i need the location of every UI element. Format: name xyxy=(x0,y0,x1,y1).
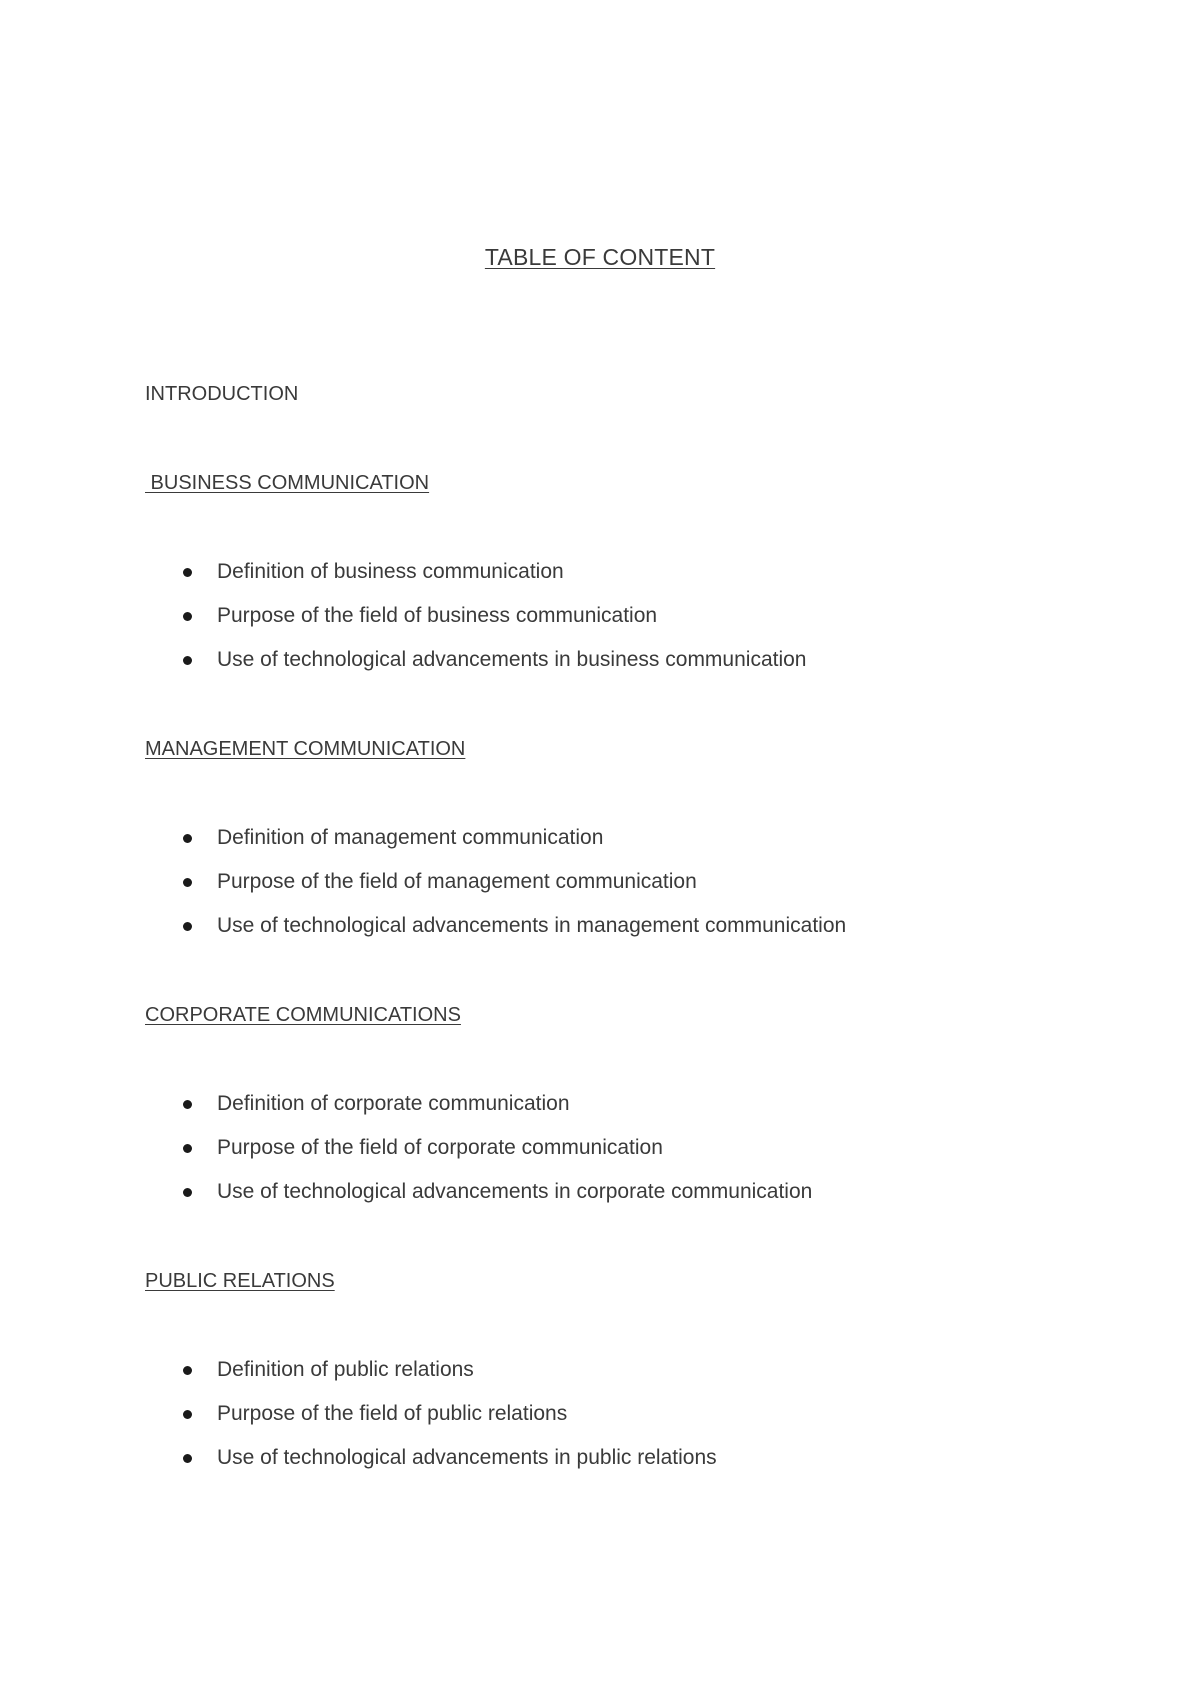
list-item-text: Use of technological advancements in corporate communication xyxy=(217,1180,813,1203)
section-heading-business-communication: BUSINESS COMMUNICATION xyxy=(145,472,430,494)
list-item xyxy=(0,912,846,956)
list-item xyxy=(0,602,807,646)
bullet-icon xyxy=(183,1454,192,1463)
list-item-text: Definition of management communication xyxy=(217,826,604,849)
list-item xyxy=(0,1400,717,1444)
document-title: TABLE OF CONTENT xyxy=(484,244,716,270)
list-item-text: Purpose of the field of corporate communication xyxy=(217,1136,663,1159)
list-item-text: Definition of public relations xyxy=(217,1358,474,1381)
list-item xyxy=(0,824,846,868)
list-item-text: Use of technological advancements in management communication xyxy=(217,914,847,937)
list-item xyxy=(0,868,846,912)
list-item-text: Purpose of the field of public relations xyxy=(217,1402,568,1425)
bullet-icon xyxy=(183,878,192,887)
list-item xyxy=(0,646,807,690)
list-item-text: Purpose of the field of management communication xyxy=(217,870,697,893)
list-item xyxy=(0,1134,812,1178)
list-item xyxy=(0,558,807,602)
section-list-public-relations xyxy=(0,1356,717,1488)
section-list-corporate-communications xyxy=(0,1090,812,1222)
list-item xyxy=(0,1178,812,1222)
bullet-icon xyxy=(183,1144,192,1153)
bullet-icon xyxy=(183,834,192,843)
bullet-icon xyxy=(183,1100,192,1109)
list-item xyxy=(0,1356,717,1400)
list-item xyxy=(0,1090,812,1134)
list-item-text: Use of technological advancements in public relations xyxy=(217,1446,717,1469)
bullet-icon xyxy=(183,656,192,665)
list-item-text: Definition of business communication xyxy=(217,560,564,583)
section-list-business-communication xyxy=(0,558,807,690)
list-item xyxy=(0,1444,717,1488)
list-item-text: Use of technological advancements in business communication xyxy=(217,648,807,671)
bullet-icon xyxy=(183,1366,192,1375)
bullet-icon xyxy=(183,612,192,621)
bullet-icon xyxy=(183,568,192,577)
introduction-heading: INTRODUCTION xyxy=(145,383,299,405)
section-heading-corporate-communications: CORPORATE COMMUNICATIONS xyxy=(145,1004,461,1026)
list-item-text: Definition of corporate communication xyxy=(217,1092,570,1115)
section-heading-public-relations: PUBLIC RELATIONS xyxy=(145,1270,335,1292)
section-heading-management-communication: MANAGEMENT COMMUNICATION xyxy=(145,738,466,760)
list-item-text: Purpose of the field of business communication xyxy=(217,604,658,627)
bullet-icon xyxy=(183,1188,192,1197)
bullet-icon xyxy=(183,922,192,931)
section-list-management-communication xyxy=(0,824,846,956)
bullet-icon xyxy=(183,1410,192,1419)
